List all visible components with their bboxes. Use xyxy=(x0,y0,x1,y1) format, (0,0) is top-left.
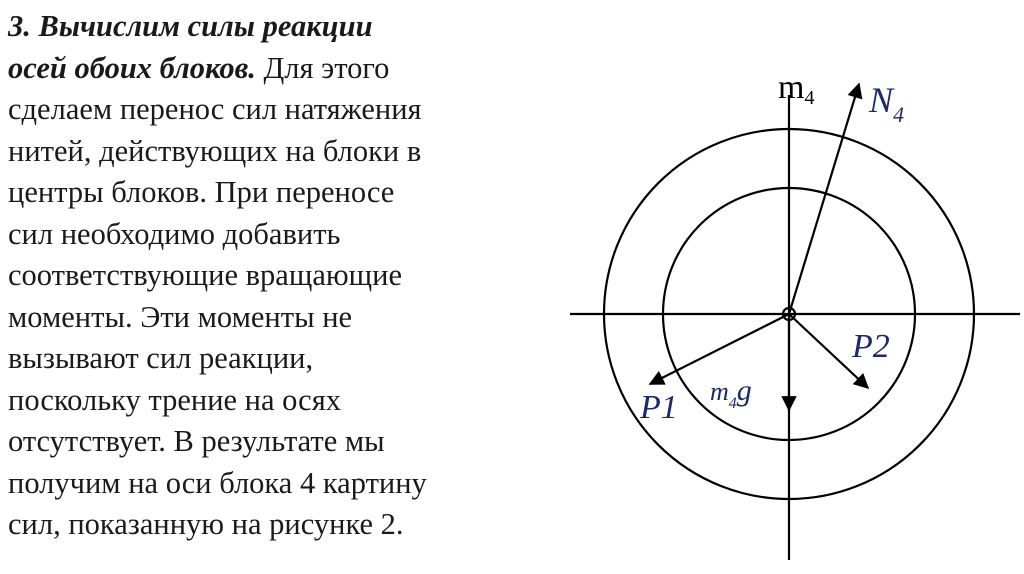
text-line-9 xyxy=(8,338,498,380)
label-P1: P1 xyxy=(640,389,678,426)
text-line-13 xyxy=(8,504,498,546)
paragraph xyxy=(8,6,498,546)
line-text: вызывают сил реакции, xyxy=(8,341,314,375)
heading-bold: осей обоих блоков. xyxy=(8,50,256,85)
line-text: моменты. Эти моменты не xyxy=(8,299,353,334)
line-text: соответствующие вращающие xyxy=(8,258,402,292)
text-line-6 xyxy=(8,214,498,256)
force-P1-arrow xyxy=(650,314,789,384)
line-text: нитей, действующих на блоки в xyxy=(8,133,422,168)
label-P2: P2 xyxy=(852,328,890,365)
text-line-2 xyxy=(8,48,498,90)
text-line-8 xyxy=(8,297,498,339)
line-text: центры блоков. При переносе xyxy=(8,175,395,209)
label-m4g: $m_4g$ xyxy=(710,374,752,412)
force-diagram xyxy=(560,60,1020,565)
text-line-11 xyxy=(8,421,498,463)
label-m4: m4 xyxy=(778,69,815,109)
line-text: отсутствует. В результате мы xyxy=(8,424,385,458)
line-text: Для этого xyxy=(255,50,390,85)
text-line-7 xyxy=(8,255,498,297)
line-text: сил необходимо добавить xyxy=(8,216,341,251)
text-line-3 xyxy=(8,89,498,131)
text-line-12 xyxy=(8,463,498,505)
line-text: сил, показанную на рисунке 2. xyxy=(8,507,404,541)
text-line-1 xyxy=(8,6,498,48)
line-text: сделаем перенос сил натяжения xyxy=(8,92,422,126)
text-line-5 xyxy=(8,172,498,214)
text-line-4 xyxy=(8,131,498,173)
heading-bold: 3. Вычислим силы реакции xyxy=(8,9,373,43)
line-text: получим на оси блока 4 картину xyxy=(8,465,427,500)
label-N4: $N_4$ xyxy=(869,80,905,127)
force-N4-arrow xyxy=(789,84,859,314)
line-text: поскольку трение на осях xyxy=(8,382,341,417)
text-line-10 xyxy=(8,380,498,422)
